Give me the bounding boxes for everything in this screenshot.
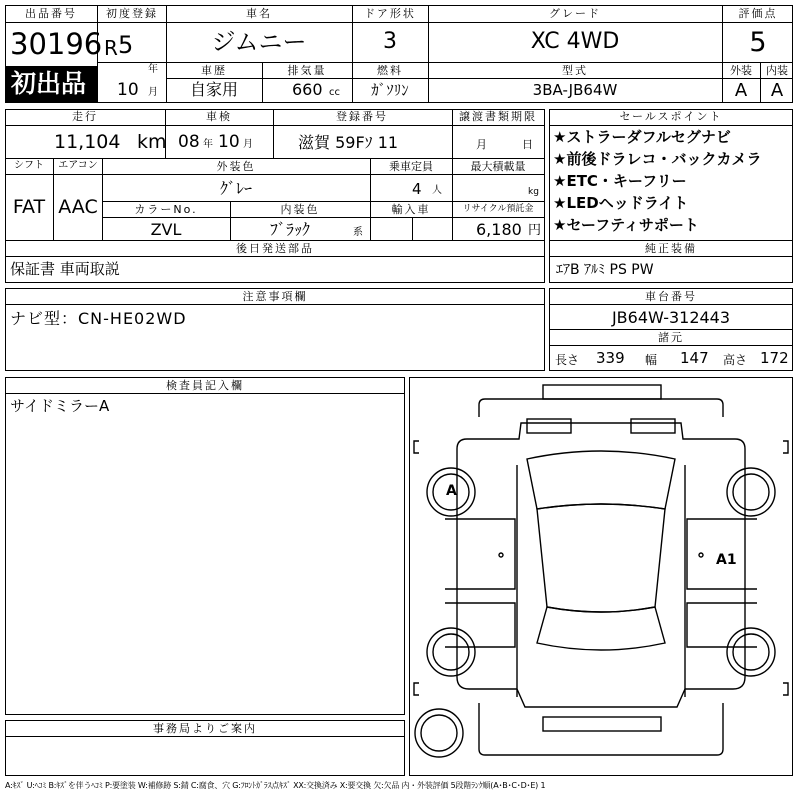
recycle-fee-value: 6,180 [476,220,522,239]
width-label: 幅 [645,353,658,367]
interior-grade-label: 内装 [766,64,788,77]
inspector-label: 検査員記入欄 [166,379,244,392]
displacement-value: 660 [292,80,323,99]
inspection-label: 車検 [206,110,232,123]
capacity-value: 4 [412,180,422,198]
shift-label: シフト [14,160,44,171]
registration-number-label: 登録番号 [336,110,388,123]
inspection-month-unit: 月 [243,139,253,150]
sales-point-item: ★LEDヘッドライト [553,194,689,212]
capacity-label: 乗車定員 [389,160,433,173]
chassis-number-label: 車台番号 [645,290,697,303]
sales-point-item: ★ETC・キーフリー [553,172,687,190]
inspector-box [5,377,405,715]
dimensions-label: 諸元 [658,331,684,344]
aircon-label: エアコン [58,160,98,171]
year-unit: 年 [148,64,158,75]
inspection-month: 10 [218,132,240,152]
shift-value: FAT [12,196,46,218]
interior-color-label: 内装色 [280,203,320,216]
transfer-month-unit: 月 [476,138,487,151]
length-label: 長さ [555,353,580,367]
car-name: ジムニー [211,28,307,56]
era-mark: R [104,36,118,60]
later-parts-label: 後日発送部品 [236,242,314,255]
fuel-value: ｶﾞｿﾘﾝ [371,81,409,99]
mileage-value: 11,104 [54,131,121,153]
mileage-label: 走行 [72,110,98,123]
displacement-unit: cc [329,87,340,98]
later-parts-value: 保証書 車両取説 [10,260,120,278]
score-label: 評価点 [738,7,778,20]
sales-point-item: ★前後ドラレコ・バックカメラ [553,150,762,168]
car-name-label: 車名 [246,7,272,20]
color-number-value: ZVL [150,220,182,239]
inspection-year: 08 [178,132,200,152]
inspector-note: サイドミラーA [10,397,110,415]
transfer-deadline-label: 譲渡書類期限 [459,110,537,123]
recycle-fee-unit: 円 [528,223,542,238]
lot-number: 30196 [10,27,103,61]
equipment-value: ｴｱB ｱﾙﾐ PS PW [556,262,654,278]
equipment-label: 純正装備 [645,242,697,255]
model-label: 型式 [562,64,588,77]
door-type-label: ドア形状 [364,7,416,20]
first-listing-text: 初出品 [11,69,87,98]
mileage-unit: km [137,131,167,153]
color-number-label: カラーNo. [134,203,198,216]
interior-grade-value: A [770,80,784,101]
sales-points-label: セールスポイント [619,110,723,123]
displacement-label: 排気量 [287,64,327,77]
max-load-unit: kg [528,187,539,197]
car-diagram [409,377,793,776]
first-registration-label: 初度登録 [106,7,158,20]
damage-mark-a1: A1 [716,552,737,568]
width-value: 147 [680,349,709,367]
notes-label: 注意事項欄 [242,290,308,303]
registration-year: 5 [118,31,134,59]
model-value: 3BA-JB64W [532,81,618,99]
history-label: 車歴 [201,64,227,77]
sales-point-item: ★セーフティサポート [553,216,699,234]
exterior-grade-value: A [734,80,748,101]
length-value: 339 [596,349,625,367]
chassis-number-value: JB64W-312443 [611,308,731,327]
inspection-year-unit: 年 [203,139,213,150]
damage-legend: A:ｷｽﾞ U:ﾍｺﾐ B:ｷｽﾞを伴うﾍｺﾐ P:要塗装 W:補修跡 S:錆 C:腐食、穴 G:ﾌﾛﾝﾄｶﾞﾗｽ点ｷｽﾞ XX:交換済み X:要交換 欠:欠品 内・外装評価 5段階ﾗﾝｸ順(A･B･C･D･E) 1 [5,781,546,790]
office-notice-label: 事務局よりご案内 [153,722,257,735]
month-unit: 月 [148,87,158,98]
grade-label: グレード [549,7,601,20]
recycle-fee-label: リサイクル預託金 [462,204,534,214]
import-label: 輸入車 [391,203,431,216]
aircon-value: AAC [58,196,98,218]
registration-number: 滋賀 59Fｿ 11 [298,133,399,152]
height-label: 高さ [723,353,748,367]
interior-color-value: ﾌﾞﾗｯｸ [269,220,311,239]
exterior-grade-label: 外装 [730,64,752,77]
score-value: 5 [749,27,767,58]
max-load-label: 最大積載量 [470,160,526,173]
registration-month: 10 [117,80,139,100]
capacity-unit: 人 [432,185,442,196]
transfer-day-unit: 日 [522,138,533,151]
exterior-color-label: 外装色 [216,160,256,173]
lot-number-label: 出品番号 [25,7,77,20]
damage-mark-a: A [446,483,457,499]
fuel-label: 燃料 [377,64,403,77]
exterior-color-value: ｸﾞﾚｰ [219,179,253,198]
grade-value: XC 4WD [530,29,620,54]
height-value: 172 [760,349,789,367]
interior-color-suffix: 系 [353,227,363,238]
notes-value: ナビ型：CN-HE02WD [10,309,187,328]
sales-point-item: ★ストラーダフルセグナビ [553,128,731,146]
history-value: 自家用 [189,80,239,99]
door-type-value: 3 [383,29,397,54]
